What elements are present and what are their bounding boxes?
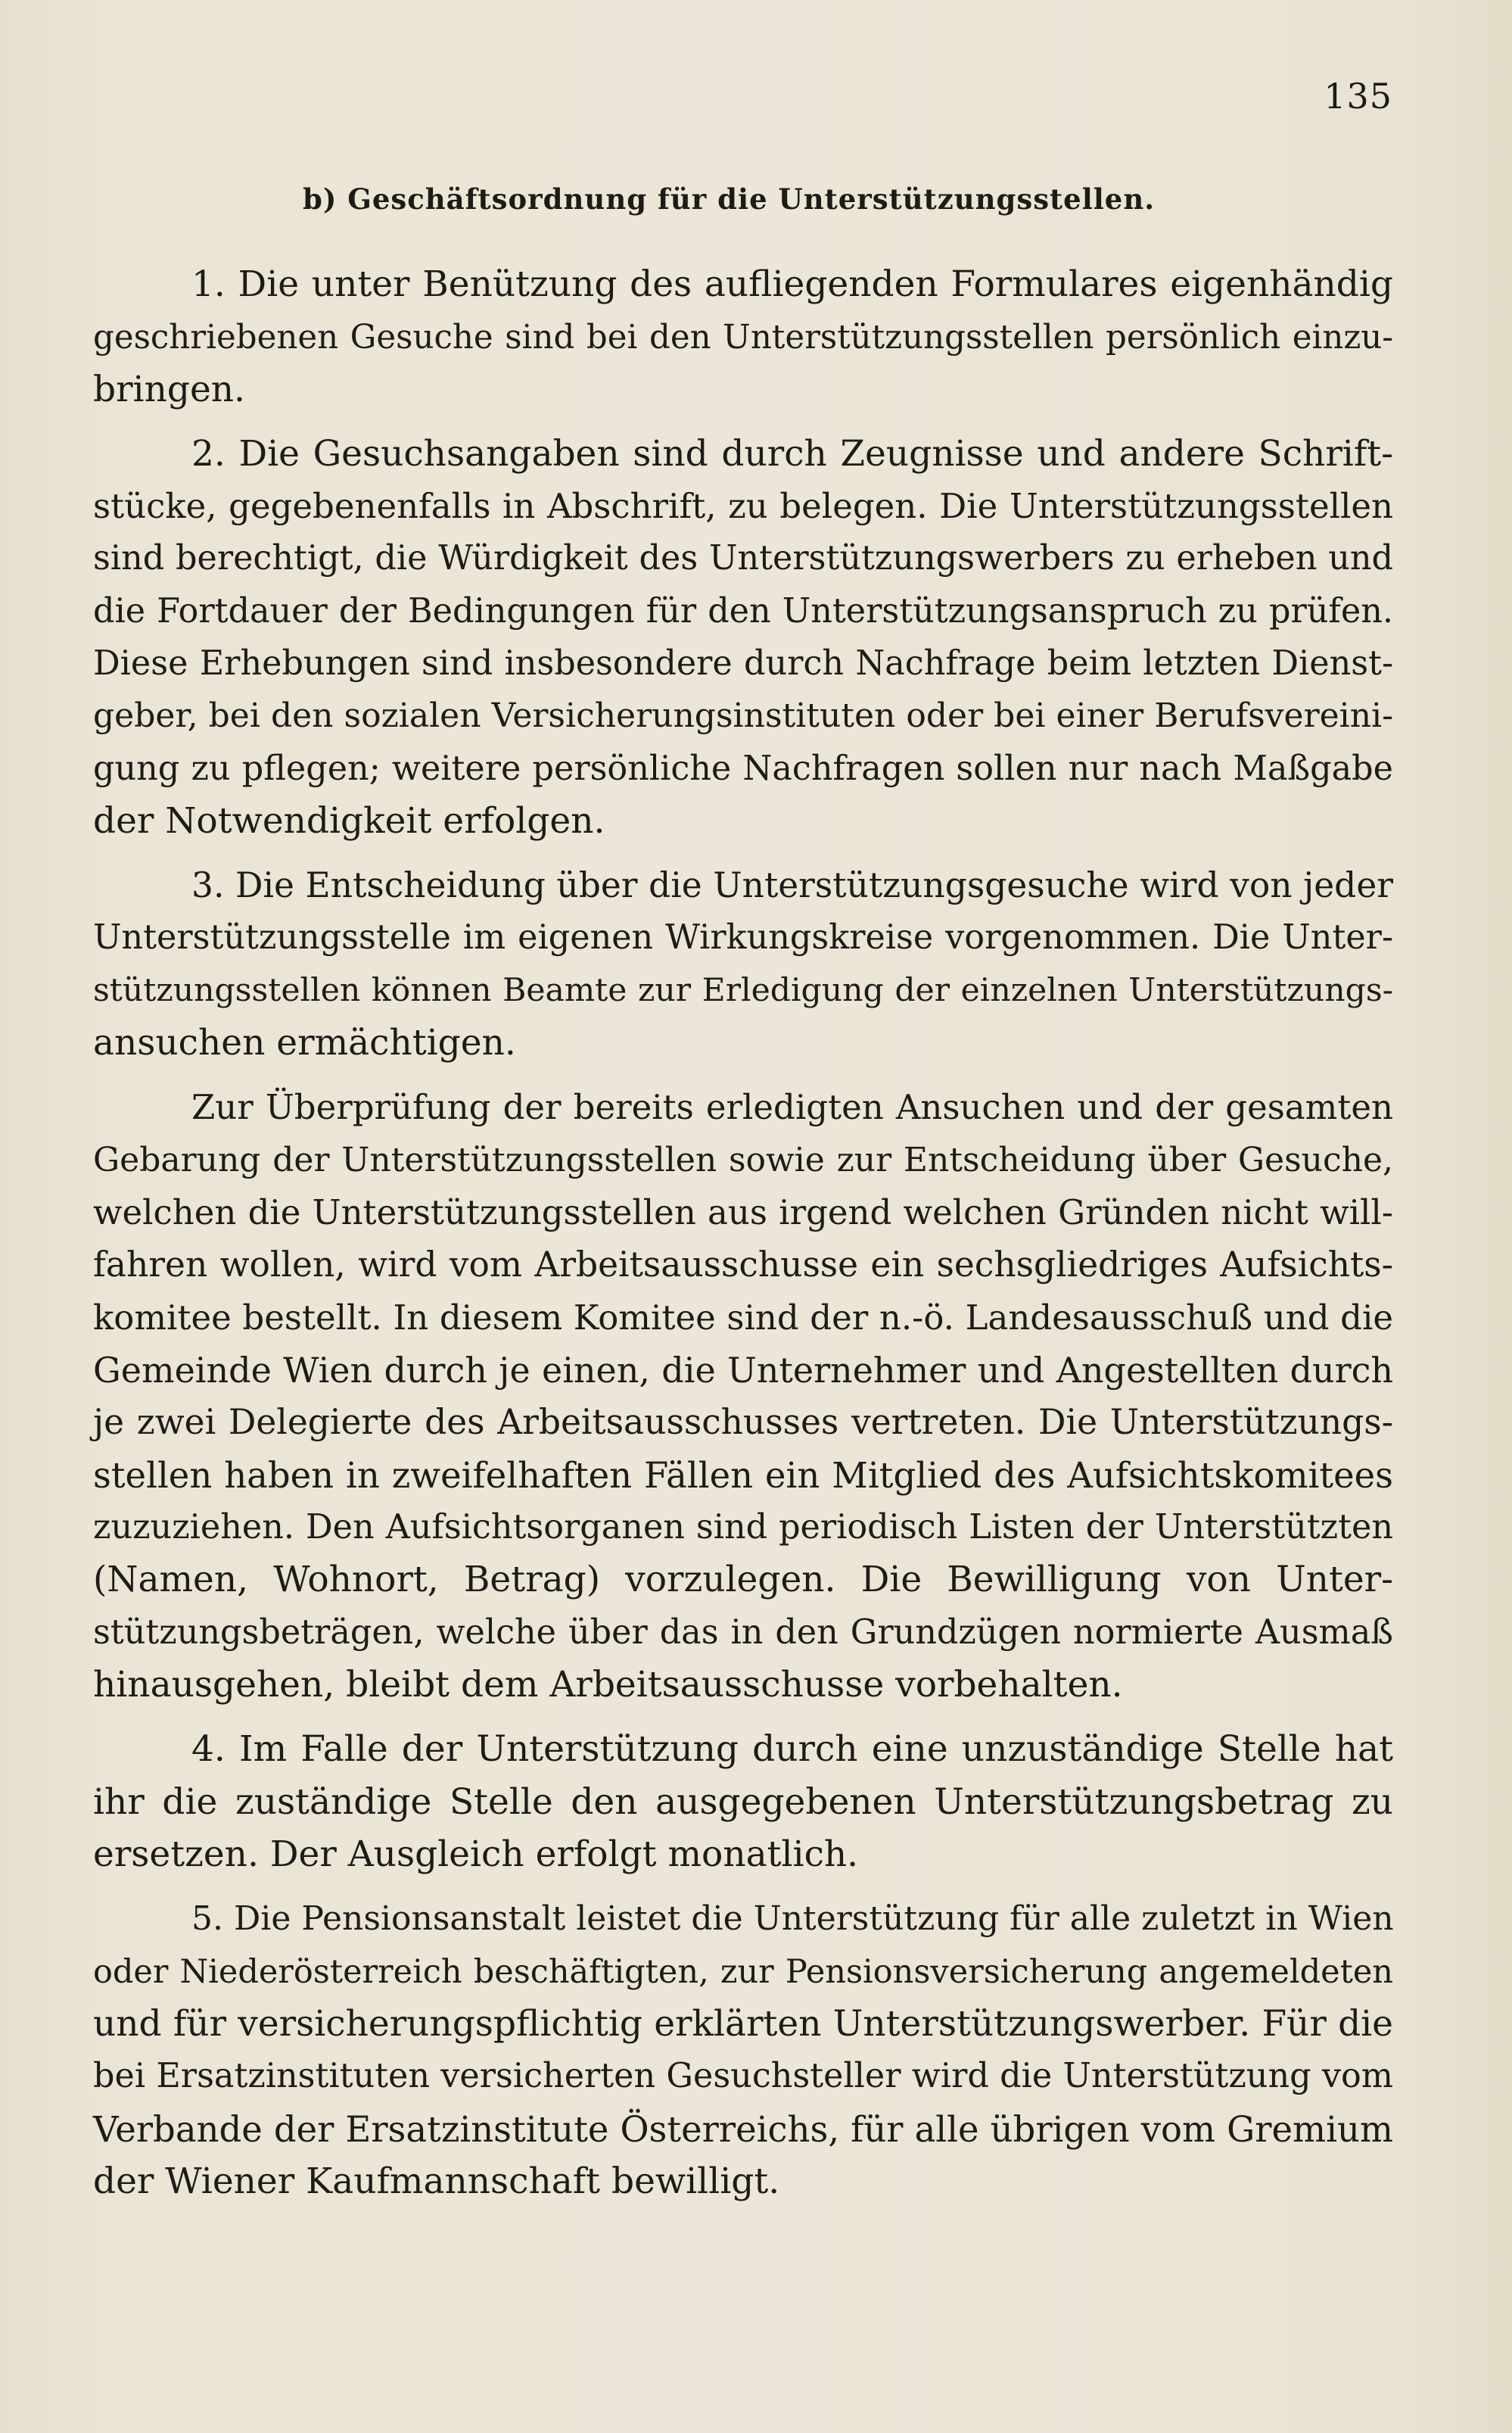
text-line: Gemeinde Wien durch je einen, die Unternehmer und Angestellten durch (93, 1350, 1393, 1391)
text-line: (Namen, Wohnort, Betrag) vorzulegen. Die Bewilligung von Unter- (93, 1559, 1393, 1600)
text-line: der Notwendigkeit erfolgen. (93, 800, 605, 842)
text-line: fahren wollen, wird vom Arbeitsausschusse ein sechsgliedriges Aufsichts- (93, 1245, 1393, 1285)
text-line: die Fortdauer der Bedingungen für den Unterstützungsanspruch zu prüfen. (93, 592, 1393, 631)
text-line: geber, bei den sozialen Versicherungsinstituten oder bei einer Berufsvereini- (93, 696, 1393, 735)
section-heading: b) Geschäftsordnung für die Unterstützungsstellen. (303, 182, 1156, 216)
text-line: Unterstützungsstelle im eigenen Wirkungskreise vorgenommen. Die Unter- (93, 918, 1393, 957)
text-line: ihr die zuständige Stelle den ausgegebenen Unterstützungsbetrag zu (93, 1781, 1393, 1823)
text-line: bei Ersatzinstituten versicherten Gesuchsteller wird die Unterstützung vom (93, 2057, 1393, 2095)
text-line: welchen die Unterstützungsstellen aus irgend welchen Gründen nicht will- (93, 1192, 1393, 1232)
text-line: geschriebenen Gesuche sind bei den Unterstützungsstellen persönlich einzu- (93, 319, 1393, 357)
text-line: 1. Die unter Benützung des aufliegenden Formulares eigenhändig (191, 263, 1393, 305)
text-line: hinausgehen, bleibt dem Arbeitsausschusse vorbehalten. (93, 1664, 1123, 1706)
text-line: stellen haben in zweifelhaften Fällen ein Mitglied des Aufsichtskomitees (93, 1455, 1393, 1496)
text-line: und für versicherungspflichtig erklärten Unterstützungswerber. Für die (93, 2003, 1393, 2045)
text-line: ansuchen ermächtigen. (93, 1022, 516, 1064)
text-line: Verbande der Ersatzinstitute Österreichs, für alle übrigen vom Gremium (93, 2109, 1393, 2150)
text-line: zuzuziehen. Den Aufsichtsorganen sind periodisch Listen der Unterstützten (93, 1508, 1393, 1547)
page-number: 135 (1324, 76, 1392, 117)
text-line: je zwei Delegierte des Arbeitsausschusses vertreten. Die Unterstützungs- (93, 1402, 1393, 1442)
text-line: Gebarung der Unterstützungsstellen sowie zur Entscheidung über Gesuche, (93, 1141, 1393, 1179)
text-line: der Wiener Kaufmannschaft bewilligt. (93, 2160, 780, 2202)
text-line: Zur Überprüfung der bereits erledigten Ansuchen und der gesamten (191, 1087, 1393, 1127)
text-line: sind berechtigt, die Würdigkeit des Unterstützungswerbers zu erheben und (93, 539, 1393, 578)
text-line: stützungsstellen können Beamte zur Erledigung der einzelnen Unterstützungs- (93, 972, 1393, 1009)
text-line: ersetzen. Der Ausgleich erfolgt monatlich. (93, 1833, 859, 1875)
text-line: oder Niederösterreich beschäftigten, zur Pensionsversicherung angemeldeten (93, 1953, 1393, 1991)
text-line: 3. Die Entscheidung über die Unterstützungsgesuche wird von jeder (191, 865, 1393, 905)
text-line: stücke, gegebenenfalls in Abschrift, zu belegen. Die Unterstützungsstellen (93, 486, 1393, 526)
text-line: gung zu pflegen; weitere persönliche Nachfragen sollen nur nach Maßgabe (93, 749, 1393, 788)
text-line: 4. Im Falle der Unterstützung durch eine unzuständige Stelle hat (191, 1728, 1393, 1770)
text-line: bringen. (93, 369, 245, 410)
text-line: 2. Die Gesuchsangaben sind durch Zeugnisse und andere Schrift- (191, 433, 1393, 475)
text-line: Diese Erhebungen sind insbesondere durch Nachfrage beim letzten Dienst- (93, 644, 1393, 683)
text-line: stützungsbeträgen, welche über das in den Grundzügen normierte Ausmaß (93, 1613, 1393, 1652)
text-line: komitee bestellt. In diesem Komitee sind der n.-ö. Landesausschuß und die (93, 1297, 1393, 1338)
text-line: 5. Die Pensionsanstalt leistet die Unterstützung für alle zuletzt in Wien (191, 1899, 1394, 1938)
